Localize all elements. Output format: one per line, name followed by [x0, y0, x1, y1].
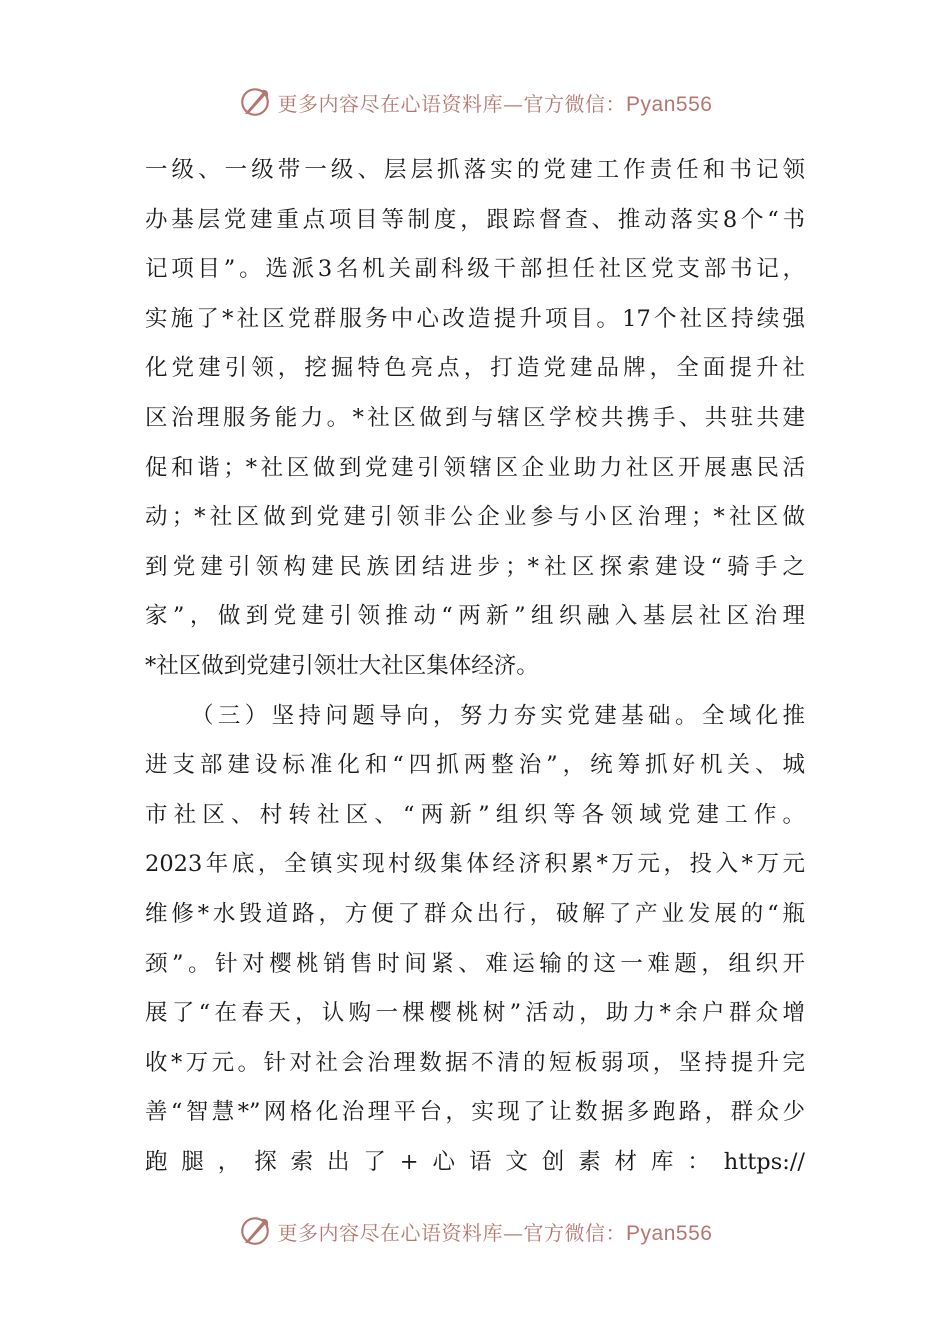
- body-line: 市社区、村转社区、“两新”组织等各领域党建工作。: [145, 801, 805, 828]
- body-line: 记项目”。选派3名机关副科级干部担任社区党支部书记，: [145, 256, 805, 283]
- body-line: 实施了*社区党群服务中心改造提升项目。17个社区持续强: [145, 305, 805, 332]
- quill-logo-icon: [238, 85, 272, 119]
- body-line: 2023年底，全镇实现村级集体经济积累*万元，投入*万元: [145, 851, 805, 878]
- body-line: 办基层党建重点项目等制度，跟踪督查、推动落实8个“书: [145, 206, 805, 233]
- quill-logo-icon: [238, 1214, 272, 1248]
- body-line: 动；*社区做到党建引领非公企业参与小区治理；*社区做: [145, 504, 805, 531]
- section-heading-line: （三）坚持问题导向，努力夯实党建基础。全域化推: [191, 702, 805, 729]
- body-line: 收*万元。针对社会治理数据不清的短板弱项，坚持提升完: [145, 1049, 805, 1076]
- body-line: 颈”。针对樱桃销售时间紧、难运输的这一难题，组织开: [145, 950, 805, 977]
- body-line: 善“智慧*”网格化治理平台，实现了让数据多跑路，群众少: [145, 1099, 805, 1126]
- body-line: 区治理服务能力。*社区做到与辖区学校共携手、共驻共建: [145, 404, 805, 431]
- body-line: 进支部建设标准化和“四抓两整治”，统筹抓好机关、城: [145, 752, 805, 779]
- watermark-id: Pyan556: [626, 92, 713, 116]
- body-line: 促和谐；*社区做到党建引领辖区企业助力社区开展惠民活: [145, 454, 805, 481]
- watermark-text: 更多内容尽在心语资料库—官方微信：Pyan556: [277, 91, 713, 116]
- body-line: 化党建引领，挖掘特色亮点，打造党建品牌，全面提升社: [145, 355, 805, 382]
- body-line: *社区做到党建引领壮大社区集体经济。: [145, 652, 539, 679]
- body-line: 到党建引领构建民族团结进步；*社区探索建设“骑手之: [145, 553, 805, 580]
- body-line: 展了“在春天，认购一棵樱桃树”活动，助力*余户群众增: [145, 1000, 805, 1027]
- watermark-id: Pyan556: [626, 1221, 713, 1245]
- footer-watermark: [0, 1211, 950, 1251]
- header-watermark: [0, 82, 950, 122]
- body-line: 跑腿，探索出了+心语文创素材库：https://: [145, 1148, 805, 1175]
- body-line: 一级、一级带一级、层层抓落实的党建工作责任和书记领: [145, 157, 805, 183]
- body-line: 维修*水毁道路，方便了群众出行，破解了产业发展的“瓶: [145, 900, 805, 927]
- watermark-text: 更多内容尽在心语资料库—官方微信：Pyan556: [277, 1220, 713, 1245]
- body-line: 家”，做到党建引领推动“两新”组织融入基层社区治理: [145, 603, 805, 630]
- document-body: [145, 146, 805, 1187]
